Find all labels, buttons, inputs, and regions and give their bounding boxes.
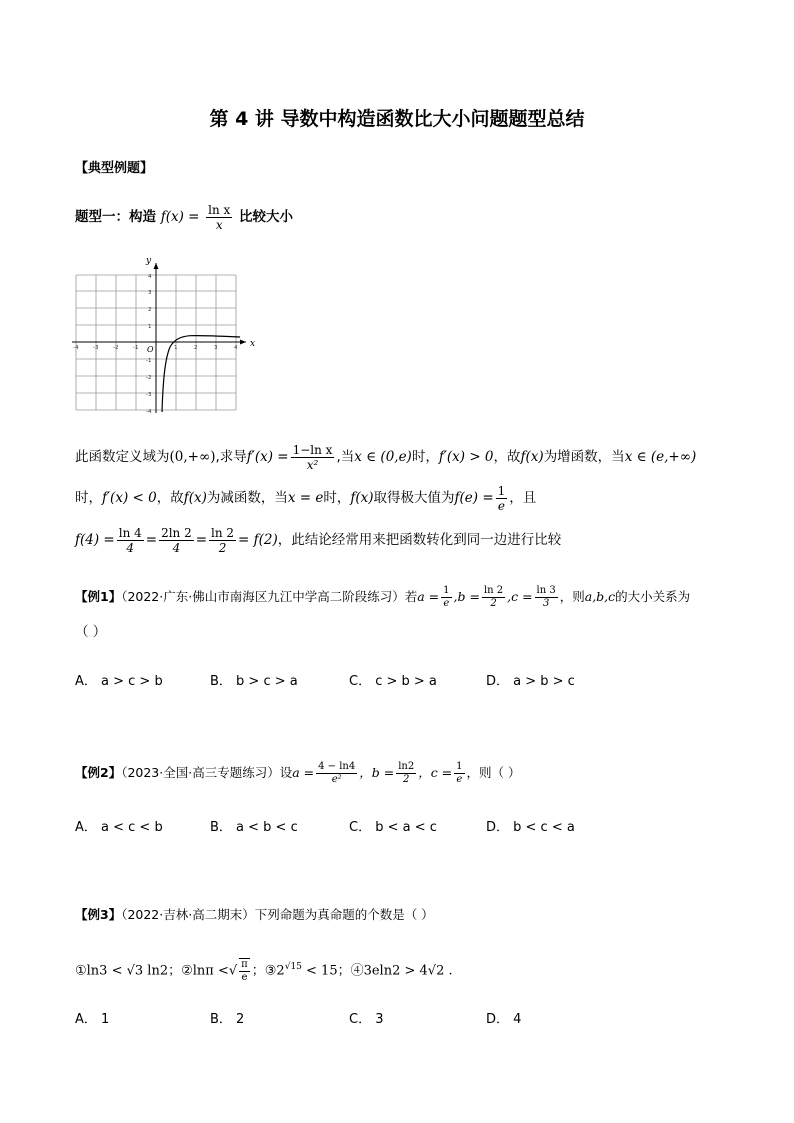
text: ,当 xyxy=(336,449,355,465)
math: ,c = xyxy=(507,589,533,604)
numerator: 1 xyxy=(497,483,506,498)
x-tick: -4 xyxy=(73,345,79,351)
page-title: 第 4 讲 导数中构造函数比大小问题题型总结 xyxy=(209,108,585,130)
math: (0,+∞) xyxy=(169,449,216,465)
example-tag: 【例3】 xyxy=(75,907,122,922)
type1-prefix: 题型一：构造 xyxy=(75,209,156,225)
y-tick: -4 xyxy=(146,409,152,415)
proposition-3: ③2 xyxy=(264,963,285,979)
example-1-stem xyxy=(75,582,690,612)
text: 的大小关系为 xyxy=(615,589,691,604)
ex1-option-c[interactable]: C． c > b > a xyxy=(349,674,437,689)
y-axis-label: y xyxy=(146,256,152,266)
source: （2022·广东·佛山市南海区九江中学高二阶段练习）若 xyxy=(121,589,418,604)
denominator: e xyxy=(456,774,463,785)
example-1-paren: （ ） xyxy=(75,624,107,640)
exponent: √15 xyxy=(284,962,302,972)
fraction xyxy=(316,761,357,786)
proposition-1: ①ln3 < √3 ln2； xyxy=(75,963,182,979)
x-arrow xyxy=(240,340,246,345)
denominator: x² xyxy=(306,457,319,472)
example-tag: 【例1】 xyxy=(75,589,122,604)
ex2-option-a[interactable]: A． a < c < b xyxy=(75,820,163,835)
origin-label: O xyxy=(147,345,154,354)
math: = f(2) xyxy=(238,532,278,548)
text: 时， xyxy=(323,490,351,506)
ex2-option-c[interactable]: C． b < a < c xyxy=(349,820,437,835)
example-3-propositions: ①ln3 < √3 ln2；②lnπ <√ $\frac{\pi}{e}$ ；$③2^{√15} < 15$；④3eln2 > 4√2 . xyxy=(75,958,453,983)
fraction xyxy=(159,526,194,555)
math: a,b,c xyxy=(584,589,616,604)
x-tick: 2 xyxy=(194,345,198,351)
math: f′(x) < 0 xyxy=(102,490,157,506)
fraction xyxy=(482,585,505,610)
fraction xyxy=(291,443,335,472)
section-heading: 【典型例题】 xyxy=(75,161,154,176)
text: 取得极大值为 xyxy=(373,490,455,506)
math: f(x) xyxy=(183,490,207,506)
text: 时， xyxy=(75,490,102,506)
fraction xyxy=(454,761,464,786)
type1-fraction xyxy=(206,203,232,232)
example-3-stem xyxy=(75,905,434,925)
denominator: e xyxy=(241,971,248,983)
y-tick: 1 xyxy=(148,324,152,330)
denominator: e xyxy=(497,498,506,513)
denominator: e xyxy=(443,598,450,609)
denominator: 2 xyxy=(218,540,227,555)
math: f(e) = xyxy=(454,490,494,506)
source: （2022·吉林·高二期末）下列命题为真命题的个数是（ ） xyxy=(121,907,434,922)
x-tick: 1 xyxy=(174,345,178,351)
y-tick: 4 xyxy=(148,274,152,280)
math: f′(x) > 0 xyxy=(438,449,494,465)
x-tick: 4 xyxy=(234,345,238,351)
denominator: 4 xyxy=(126,540,135,555)
fraction xyxy=(441,585,451,610)
type1-fx: f(x) = xyxy=(160,209,200,225)
fraction xyxy=(496,484,508,513)
math: a = xyxy=(292,765,315,780)
y-tick: 3 xyxy=(148,290,152,296)
text: ，故 xyxy=(156,490,184,506)
text: ，此结论经常用来把函数转化到同一边进行比较 xyxy=(277,532,562,548)
numerator: 1 xyxy=(456,761,463,772)
denominator: 3 xyxy=(542,598,550,609)
numerator: π xyxy=(241,958,248,970)
ex3-option-c[interactable]: C． 3 xyxy=(349,1012,384,1027)
y-tick: -1 xyxy=(146,358,152,364)
x-axis-label: x xyxy=(250,339,256,349)
math: ，b = xyxy=(359,765,395,780)
type1-num: ln x xyxy=(208,202,231,217)
math: x = e xyxy=(287,490,324,506)
ex3-option-d[interactable]: D． 4 xyxy=(486,1012,522,1027)
math: x ∈ (e,+∞) xyxy=(624,449,697,465)
ex2-option-d[interactable]: D． b < c < a xyxy=(486,820,575,835)
explain-line-3: f(4) = $\frac{\ln 4}{4}$ = $\frac{2\ln 2}{4}$ = $\frac{\ln 2}{2}$ = f(2)，此结论经常用来把函数转化到同一边进行比较 xyxy=(75,525,562,555)
text: ； xyxy=(251,963,265,979)
math: f(x) xyxy=(520,449,544,465)
text: 为减函数，当 xyxy=(206,490,288,506)
type1-suffix: 比较大小 xyxy=(239,209,294,225)
text: ，且 xyxy=(509,490,537,506)
text: 时， xyxy=(411,449,439,465)
fraction xyxy=(396,761,416,786)
proposition-4: ④3eln2 > 4√2 . xyxy=(350,963,453,979)
numerator: 1 xyxy=(443,585,450,596)
ex3-option-a[interactable]: A． 1 xyxy=(75,1012,110,1027)
math: a = xyxy=(417,589,440,604)
explain-line-2 xyxy=(75,482,536,514)
x-tick: -3 xyxy=(93,345,99,351)
fraction xyxy=(535,585,558,610)
ex1-option-a[interactable]: A． a > c > b xyxy=(75,674,163,689)
numerator: ln2 xyxy=(398,761,415,772)
numerator: 1−ln x xyxy=(292,442,333,457)
denominator: 2 xyxy=(490,598,497,609)
fraction xyxy=(239,958,250,984)
ex2-option-b[interactable]: B． a < b < c xyxy=(210,820,298,835)
text: 为增函数，当 xyxy=(543,449,625,465)
text: ，则（ ） xyxy=(466,765,521,780)
ex1-option-b[interactable]: B． b > c > a xyxy=(210,674,298,689)
numerator: ln 2 xyxy=(483,585,504,596)
text: 此函数定义域为 xyxy=(75,449,170,465)
x-tick: -1 xyxy=(133,345,139,351)
numerator: ln 3 xyxy=(536,585,556,596)
y-tick: 2 xyxy=(148,307,152,313)
math: ,b = xyxy=(453,589,480,604)
numerator: 4 − ln4 xyxy=(318,761,356,772)
y-tick: -3 xyxy=(146,392,152,398)
example-tag: 【例2】 xyxy=(75,765,122,780)
math: f′(x) = xyxy=(246,449,289,465)
y-arrow xyxy=(154,263,159,269)
numerator: 2ln 2 xyxy=(161,525,192,540)
source: （2023·全国·高三专题练习）设 xyxy=(121,765,293,780)
numerator: ln 4 xyxy=(118,525,142,540)
ex3-option-b[interactable]: B． 2 xyxy=(210,1012,245,1027)
explain-line-1 xyxy=(75,440,696,474)
ex1-option-d[interactable]: D． a > b > c xyxy=(486,674,575,689)
text: ，故 xyxy=(493,449,521,465)
x-tick: 3 xyxy=(214,345,218,351)
y-tick: -2 xyxy=(146,375,152,381)
numerator: ln 2 xyxy=(211,525,235,540)
denominator: 2 xyxy=(403,774,410,785)
fraction xyxy=(117,526,144,555)
lnx-over-x-graph xyxy=(68,255,258,417)
math: ，c = xyxy=(418,765,453,780)
type1-den: x xyxy=(215,217,223,232)
type1-heading xyxy=(75,200,293,234)
fraction xyxy=(209,526,236,555)
text: ,求导 xyxy=(215,449,247,465)
text: < 15； xyxy=(301,963,351,979)
denominator: e² xyxy=(331,774,342,785)
example-2-stem xyxy=(75,758,521,788)
denominator: 4 xyxy=(172,540,181,555)
proposition-2: ②lnπ < xyxy=(181,963,229,979)
math: f(4) = xyxy=(75,532,115,548)
x-tick: -2 xyxy=(113,345,119,351)
text: ，则 xyxy=(559,589,585,604)
math: f(x) xyxy=(350,490,374,506)
math: x ∈ (0,e) xyxy=(354,449,412,465)
